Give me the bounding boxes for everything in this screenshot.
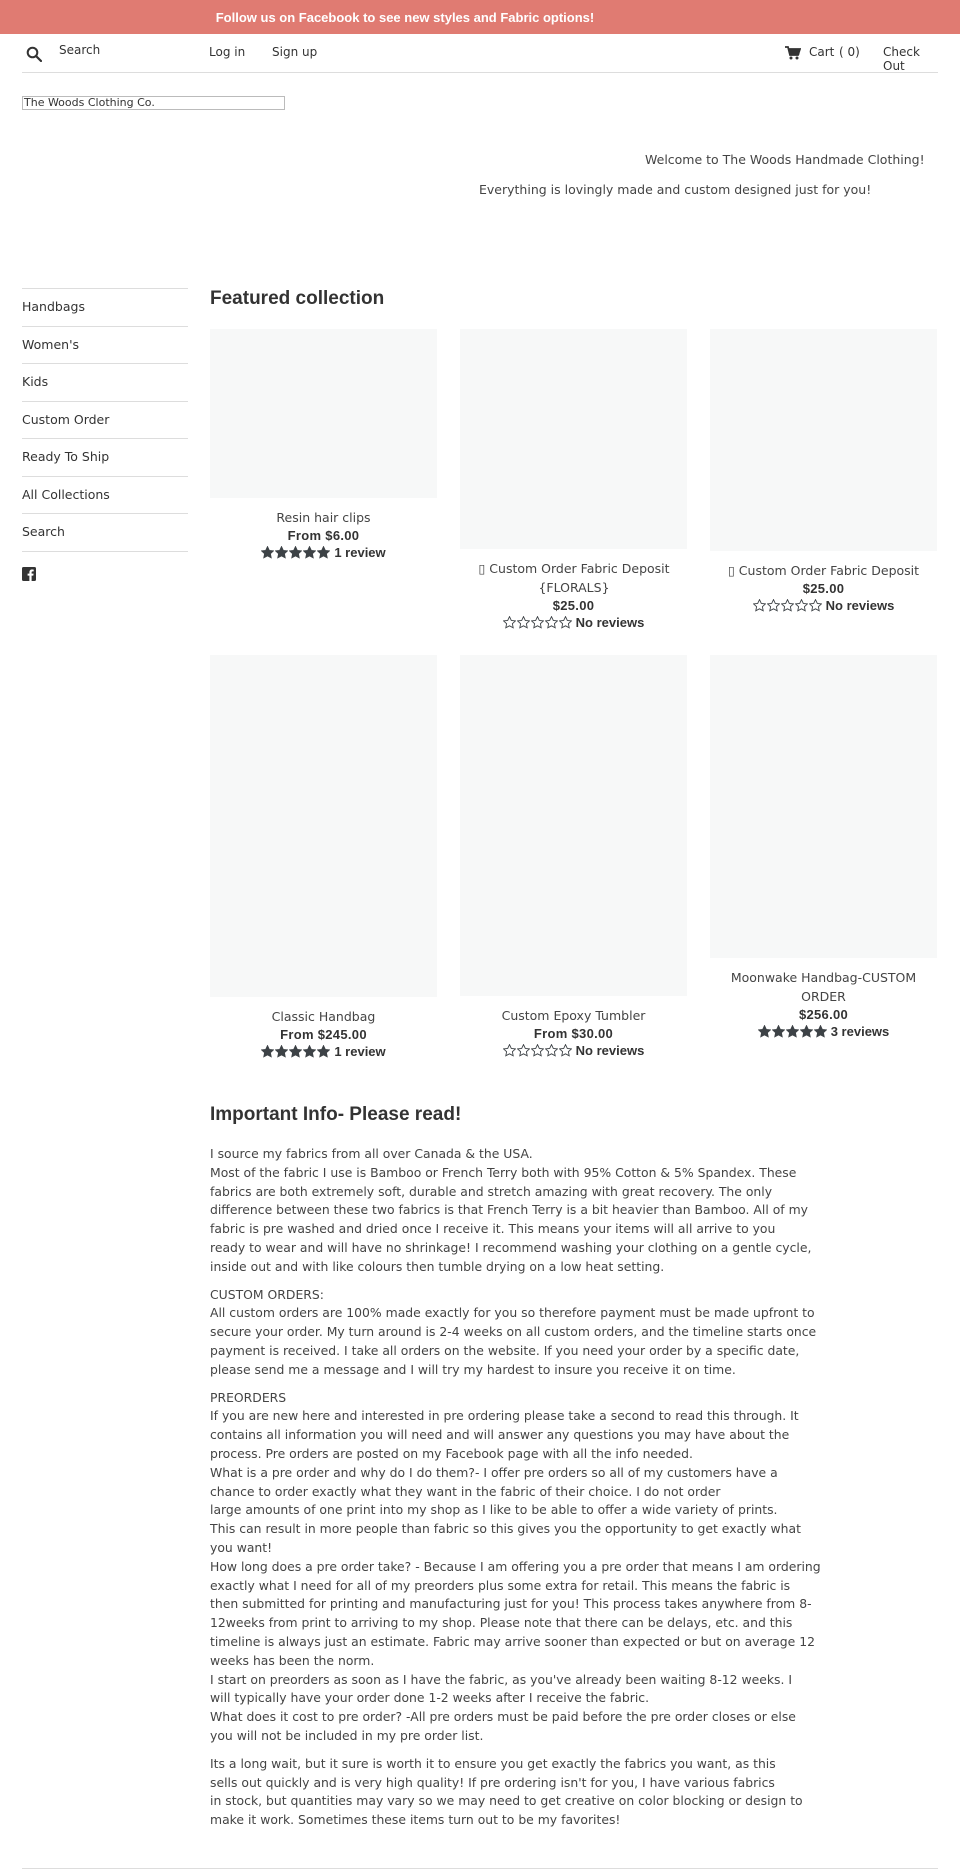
featured-collection-title: Featured collection	[210, 288, 385, 309]
star-empty-icon	[545, 616, 558, 629]
site-logo[interactable]: The Woods Clothing Co.	[22, 96, 285, 110]
product-price: $256.00	[798, 1007, 849, 1022]
star-empty-icon	[781, 599, 794, 612]
info-line: Its a long wait, but it sure is worth it to ensure you get exactly the fabrics you want, as this	[210, 1755, 776, 1771]
product-price: From $30.00	[533, 1026, 614, 1041]
rating-stars	[758, 1025, 828, 1038]
product-image[interactable]	[460, 329, 687, 549]
top-bar	[22, 34, 938, 73]
rating-stars	[753, 599, 823, 612]
info-line: please send me a message and I will try my hardest to insure you receive it on time.	[210, 1361, 736, 1377]
info-paragraph	[210, 1389, 821, 1746]
product-card[interactable]	[210, 329, 437, 560]
info-line: secure your order. My turn around is 2-4 weeks on all custom orders, and the timeline starts once	[210, 1324, 817, 1340]
star-filled-icon	[800, 1025, 813, 1038]
search-icon[interactable]	[26, 46, 42, 62]
product-card[interactable]	[460, 655, 687, 1058]
product-card[interactable]	[460, 329, 687, 630]
product-image[interactable]	[460, 655, 687, 996]
product-image[interactable]	[710, 329, 937, 551]
star-empty-icon	[753, 599, 766, 612]
product-price: From $6.00	[287, 528, 360, 543]
star-empty-icon	[531, 616, 544, 629]
facebook-icon[interactable]	[22, 567, 36, 581]
product-price: $25.00	[552, 598, 595, 613]
product-name[interactable]: Classic Handbag	[271, 1009, 376, 1024]
star-empty-icon	[559, 1044, 572, 1057]
info-line: What is a pre order and why do I do them?- I offer pre orders so all of my customers have a	[210, 1464, 778, 1480]
star-filled-icon	[261, 546, 274, 559]
star-empty-icon	[503, 1044, 516, 1057]
info-paragraph	[210, 1145, 810, 1277]
rating-stars	[503, 1044, 573, 1057]
banner-text[interactable]: Follow us on Facebook to see new styles and Fabric options!	[215, 9, 595, 25]
welcome-line-1: Welcome to The Woods Handmade Clothing!	[645, 152, 925, 167]
info-line: you will not be included in my pre order list.	[210, 1727, 484, 1743]
product-price: $25.00	[802, 581, 845, 596]
info-line: CUSTOM ORDERS:	[210, 1286, 324, 1302]
product-rating	[710, 1024, 937, 1039]
product-name[interactable]: Resin hair clips	[276, 510, 371, 525]
cart-link[interactable]: Cart	[809, 45, 835, 59]
star-empty-icon	[795, 599, 808, 612]
sidebar-item-womens[interactable]: Women's	[22, 326, 188, 364]
star-empty-icon	[545, 1044, 558, 1057]
review-count[interactable]: No reviews	[575, 615, 645, 630]
star-filled-icon	[758, 1025, 771, 1038]
star-empty-icon	[531, 1044, 544, 1057]
info-line: I source my fabrics from all over Canada & the USA.	[210, 1146, 533, 1161]
info-line: weeks has been the norm.	[210, 1652, 375, 1668]
product-image[interactable]	[710, 655, 937, 958]
product-image[interactable]	[210, 655, 437, 997]
info-line: What does it cost to pre order? -All pre orders must be paid before the pre order closes or else	[210, 1709, 796, 1725]
star-filled-icon	[261, 1045, 274, 1058]
star-empty-icon	[517, 1044, 530, 1057]
product-name[interactable]: Custom Epoxy Tumbler	[501, 1008, 646, 1023]
product-name[interactable]: Moonwake Handbag-CUSTOM ORDER	[730, 970, 917, 1004]
sidebar-nav	[22, 288, 188, 552]
star-empty-icon	[517, 616, 530, 629]
review-count[interactable]: 1 review	[334, 545, 386, 560]
product-name[interactable]: ▯ Custom Order Fabric Deposit	[727, 563, 920, 578]
info-line: chance to order exactly what they want in the fabric of their choice. I do not order	[210, 1483, 721, 1499]
info-line: Most of the fabric I use is Bamboo or French Terry both with 95% Cotton & 5% Spandex. These	[210, 1164, 797, 1180]
info-line: make it work. Sometimes these items turn out to be my favorites!	[210, 1812, 621, 1828]
info-line: 12weeks from print to arriving to my shop. Please note that there can be delays, etc. and this	[210, 1615, 793, 1631]
sidebar-item-search[interactable]: Search	[22, 513, 188, 551]
product-rating	[460, 1043, 687, 1058]
signup-link[interactable]: Sign up	[272, 45, 318, 59]
star-filled-icon	[772, 1025, 785, 1038]
star-filled-icon	[289, 1045, 302, 1058]
sidebar-item-ready-to-ship[interactable]: Ready To Ship	[22, 438, 188, 476]
info-line: This can result in more people than fabric so this gives you the opportunity to get exactly what	[210, 1521, 801, 1537]
info-line: All custom orders are 100% made exactly for you so therefore payment must be made upfront to	[210, 1305, 815, 1321]
sidebar-item-all-collections[interactable]: All Collections	[22, 476, 188, 514]
info-line: If you are new here and interested in pre ordering please take a second to read this through. It	[210, 1408, 799, 1424]
review-count[interactable]: 3 reviews	[830, 1024, 890, 1039]
star-filled-icon	[275, 1045, 288, 1058]
info-title: Important Info- Please read!	[210, 1104, 462, 1125]
sidebar-divider	[22, 551, 188, 552]
info-line: timeline is always just an estimate. Fabric may arrive sooner than expected or but on average 12	[210, 1633, 815, 1649]
star-filled-icon	[786, 1025, 799, 1038]
info-line: then submitted for printing and manufacturing just for you! This process takes anywhere from 8-	[210, 1596, 812, 1612]
info-line: exactly what I need for all of my preorders plus some extra for retail. This means the fabric is	[210, 1577, 791, 1593]
info-line: payment is received. I take all orders on the website. If you need your order by a specific date,	[210, 1342, 800, 1358]
star-empty-icon	[559, 616, 572, 629]
info-line: large amounts of one print into my shop as I like to be able to offer a wide variety of prints.	[210, 1502, 778, 1518]
info-line: you want!	[210, 1539, 273, 1555]
welcome-line-2: Everything is lovingly made and custom designed just for you!	[479, 182, 872, 197]
product-rating	[460, 615, 687, 630]
footer-divider	[22, 1868, 938, 1869]
review-count[interactable]: 1 review	[334, 1044, 386, 1059]
review-count[interactable]: No reviews	[575, 1043, 645, 1058]
info-paragraph	[210, 1286, 817, 1380]
info-line: I start on preorders as soon as I have the fabric, as you've already been waiting 8-12 weeks. I	[210, 1671, 793, 1687]
checkout-link[interactable]: Check Out	[883, 45, 920, 73]
announcement-banner[interactable]	[0, 0, 960, 34]
star-filled-icon	[317, 546, 330, 559]
cart-count[interactable]: ( 0)	[839, 45, 860, 59]
sidebar-item-custom-order[interactable]: Custom Order	[22, 401, 188, 439]
product-rating	[710, 598, 937, 613]
product-card[interactable]	[210, 655, 437, 1059]
info-line: ready to wear and will have no shrinkage! I recommend washing your clothing on a gentle cycle,	[210, 1239, 812, 1255]
info-line: in stock, but quantities may vary so we may need to get creative on color blocking or design to	[210, 1793, 803, 1809]
sidebar-item-handbags[interactable]: Handbags	[22, 288, 188, 326]
rating-stars	[261, 546, 331, 559]
login-link[interactable]: Log in	[209, 45, 246, 59]
info-line: PREORDERS	[210, 1389, 287, 1405]
product-price: From $245.00	[280, 1027, 367, 1042]
info-line: sells out quickly and is very high quality! If pre ordering isn't for you, I have various fabrics	[210, 1774, 775, 1790]
info-line: inside out and with like colours then tumble drying on a low heat setting.	[210, 1258, 665, 1274]
star-empty-icon	[809, 599, 822, 612]
info-paragraph	[210, 1755, 810, 1830]
info-line: contains all information you will need and will answer any questions you may have about the	[210, 1427, 790, 1443]
info-line: fabrics are both extremely soft, durable and stretch amazing with great recovery. The only	[210, 1183, 773, 1199]
star-filled-icon	[275, 546, 288, 559]
product-card[interactable]	[710, 655, 937, 1039]
product-card[interactable]	[710, 329, 937, 613]
info-body	[210, 1145, 821, 1839]
info-line: difference between these two fabrics is that French Terry is a bit heavier than Bamboo. All of my	[210, 1202, 808, 1218]
product-name[interactable]: ▯ Custom Order Fabric Deposit {FLORALS}	[478, 561, 670, 595]
product-rating	[210, 545, 437, 560]
info-line: fabric is pre washed and dried once I receive it. This means your items will all arrive to you	[210, 1221, 776, 1237]
star-filled-icon	[289, 546, 302, 559]
sidebar-item-kids[interactable]: Kids	[22, 363, 188, 401]
info-line: process. Pre orders are posted on my Facebook page with all the info needed.	[210, 1445, 693, 1461]
star-filled-icon	[303, 546, 316, 559]
cart-icon[interactable]	[785, 46, 801, 60]
review-count[interactable]: No reviews	[825, 598, 895, 613]
info-line: How long does a pre order take? - Because I am offering you a pre order that means I am ordering	[210, 1558, 821, 1574]
rating-stars	[503, 616, 573, 629]
star-filled-icon	[814, 1025, 827, 1038]
product-rating	[210, 1044, 437, 1059]
info-line: will typically have your order done 1-2 weeks after I receive the fabric.	[210, 1690, 650, 1706]
star-empty-icon	[767, 599, 780, 612]
product-image[interactable]	[210, 329, 437, 498]
star-empty-icon	[503, 616, 516, 629]
search-input[interactable]: Search	[59, 43, 101, 57]
star-filled-icon	[303, 1045, 316, 1058]
star-filled-icon	[317, 1045, 330, 1058]
rating-stars	[261, 1045, 331, 1058]
